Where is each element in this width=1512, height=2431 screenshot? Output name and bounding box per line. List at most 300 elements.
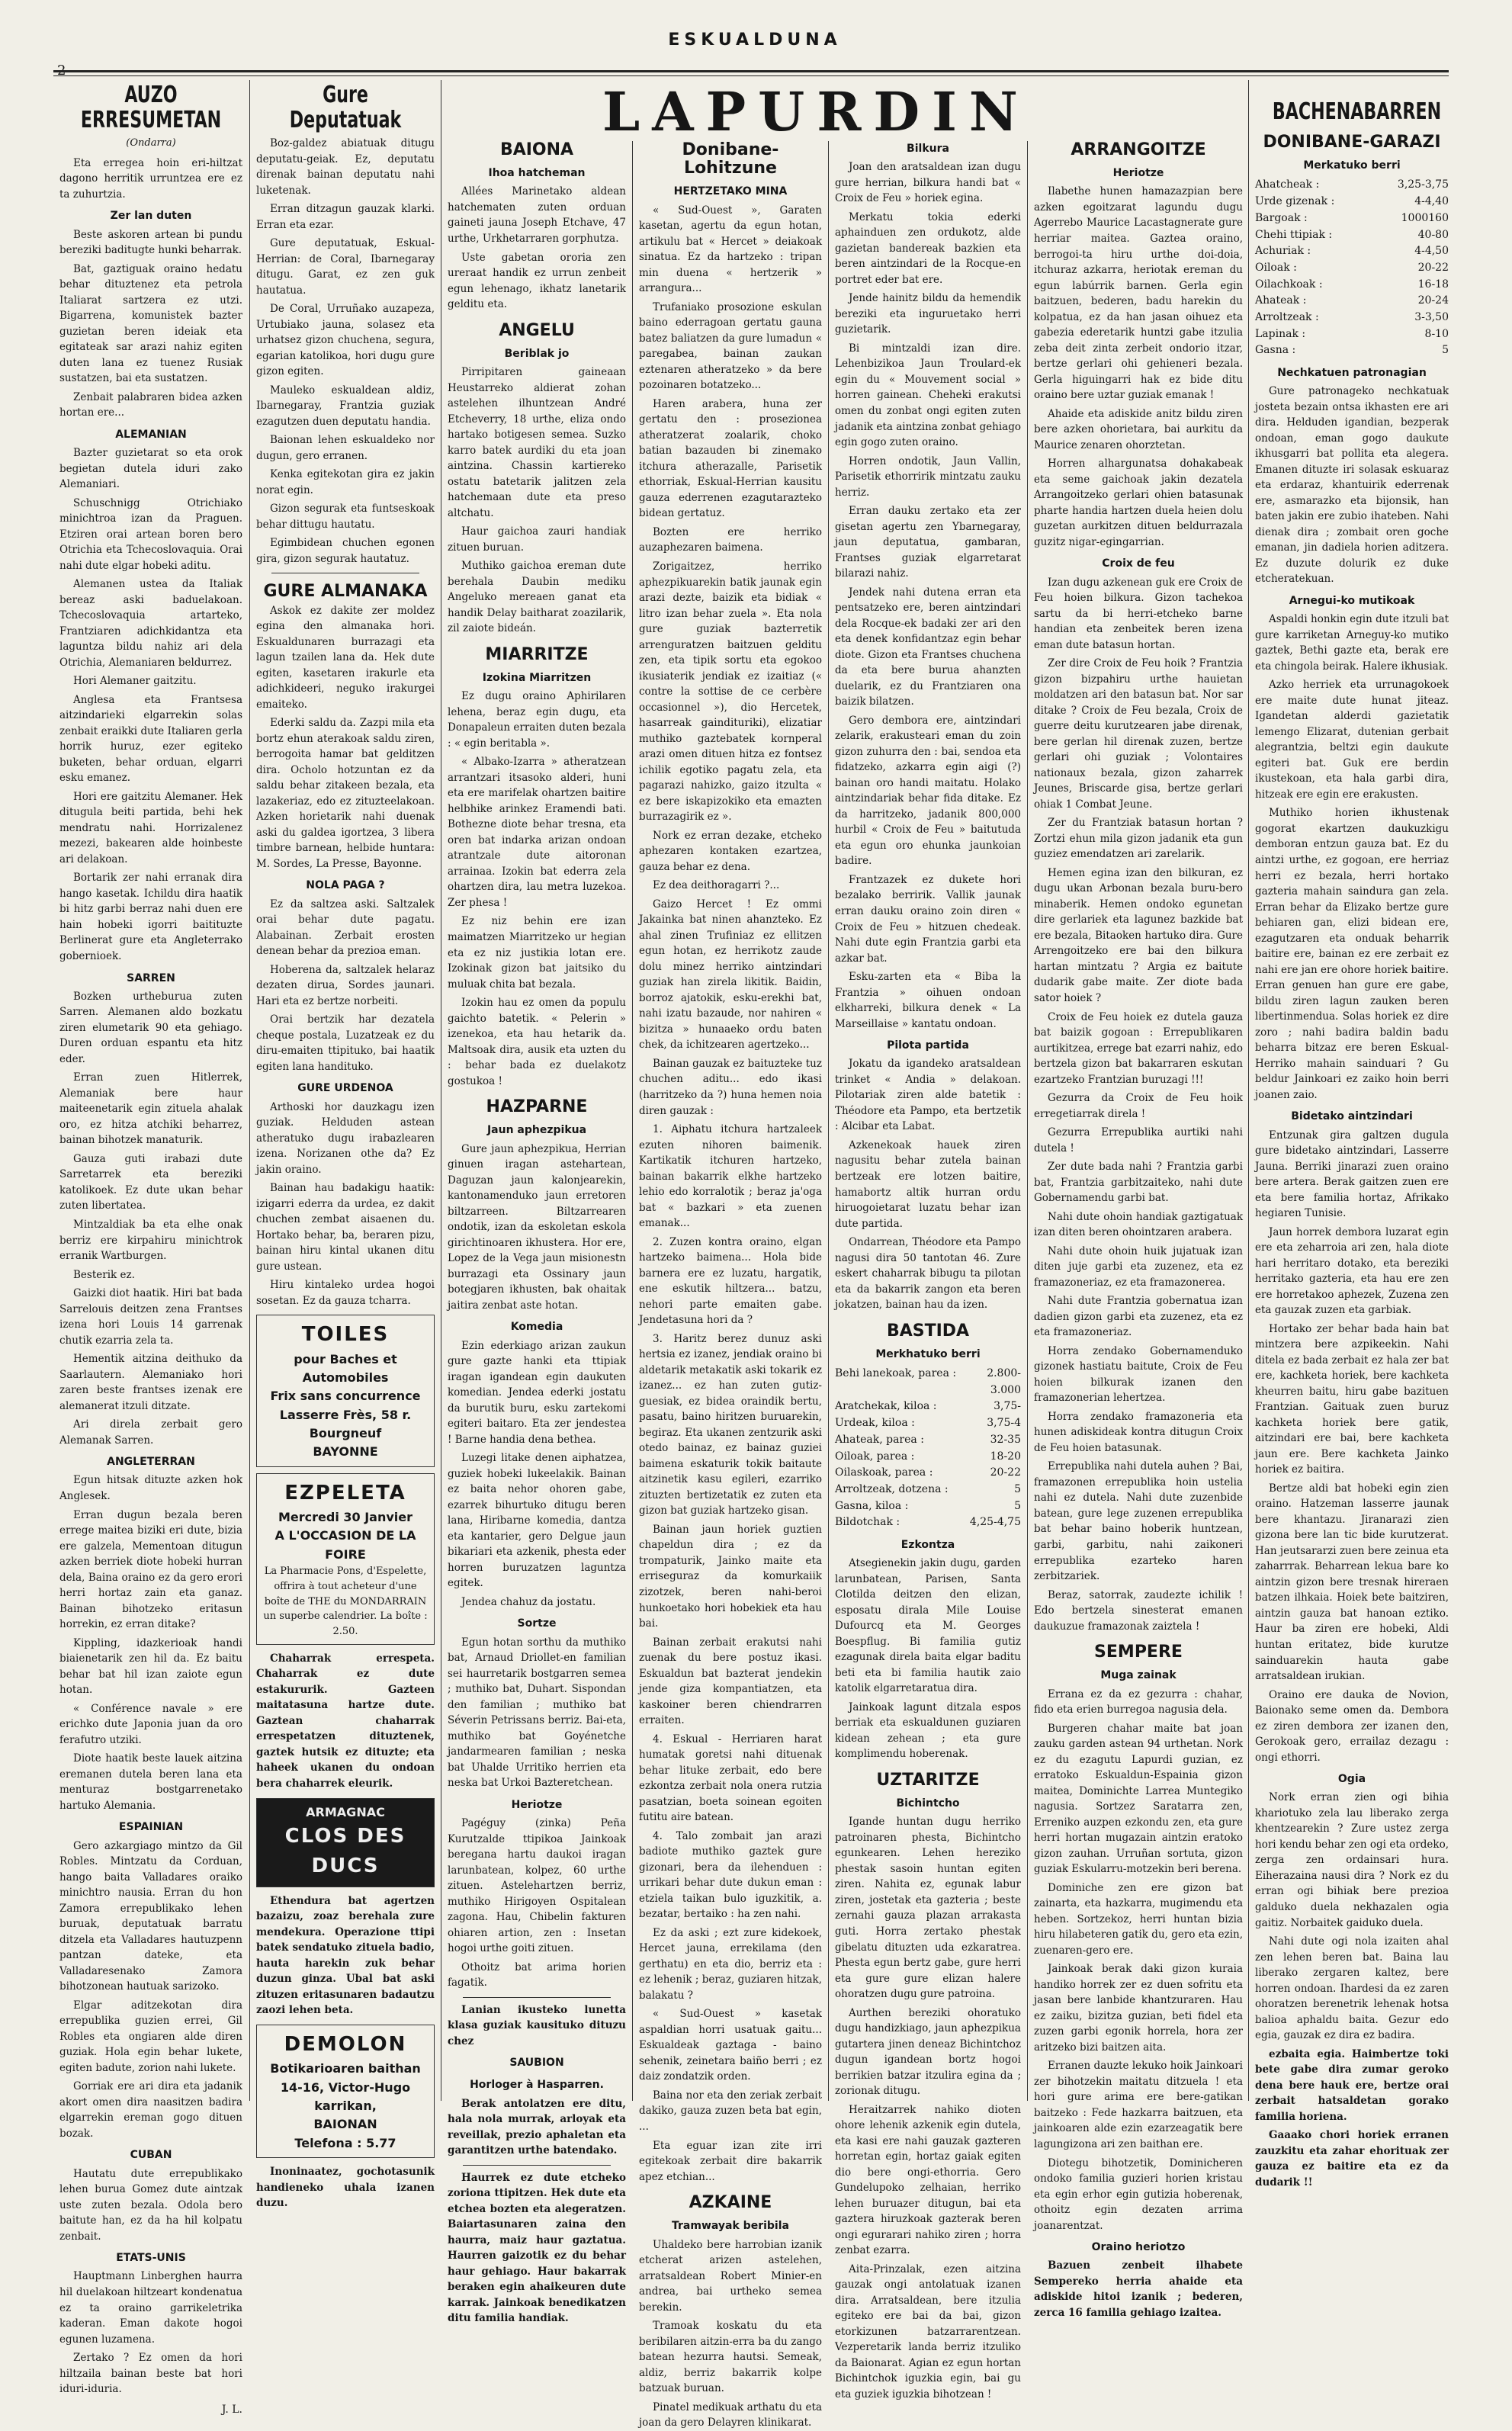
ad-heading: CLOS DES DUCS [284, 1824, 406, 1878]
article-title: Donibane-Lohitzune [682, 140, 779, 178]
paragraph: Ez da aski ; ezt zure kidekoek, Hercet jauna, errekilama (den gerthatu) en eta dio, berriz eta : ez lehenik ; beraz, guziaren hitzak, balakatu ? [639, 1926, 822, 2002]
section-heading: Bilkura [907, 143, 949, 155]
market-price: 40-80 [1417, 228, 1449, 241]
paragraph: Pirripitaren gaineaan Heustarreko aldierat zohan astelehen ilhuntzean André Etcheverry, 18 urthe, eliza ondo hartako botigesen semea. Suzko karro batek aurdiki du eta joan aintzina. Chassin kartiereko ostatu batetarik jalitzen zela hatchemaan dute eta preso altchatu. [448, 366, 626, 519]
section-heading: Heriotze [1112, 167, 1164, 180]
paragraph: 1. Aiphatu itchura hartzaleek ezuten nihoren baimenik. Kartikatik itchuren hartzeko, bainan bakarrik elkhe hartzeko lehio edo korralotik ; beraz ja'oga bat « bazkari » eta zuenen emanak... [639, 1123, 822, 1230]
market-price: 20-24 [1417, 294, 1449, 307]
paragraph: Gezurra da Croix de Feu hoik erregetiarrak direla ! [1034, 1092, 1243, 1120]
paragraph: Joan den aratsaldean izan dugu gure herrian, bilkura handi bat « Croix de Feu » horiek egina. [835, 161, 1021, 205]
section-heading: ETATS-UNIS [116, 2252, 186, 2265]
paragraph: Bainan gauzak ez baituzteke tuz chuchen aditu... edo ikasi (harritzeko da ?) huna hemen noia diren gauzak : [639, 1057, 822, 1117]
paragraph: Errepublika nahi dutela auhen ? Bai, framazonen errepublika hoin ustelia nahi ez dutela. Nahi dute zuzenbide batean, gure lege zuzenen errepublika bat behar baino hoberik huntzean, garbi, garbitu, nahi zaikoneri errepublika ezarteko haren zerbitzariek. [1034, 1460, 1243, 1583]
market-price: 18-20 [990, 1450, 1021, 1463]
paragraph: Bozten ere herriko auzaphezaren baimena. [639, 525, 822, 554]
market-item: Arroltzeak, dotzena : [835, 1482, 949, 1495]
article-title: BASTIDA [886, 1321, 970, 1341]
paragraph: Aita-Prinzalak, ezen aitzina gauzak ongi antolatuak izanen dira. Arratsaldean, bere itzulia egiteko ere bai da bai, gizon etorkizunen batzarrarentzean. Vezperetarik landa berriz itzuliko da Baionarat. Agian ez egun hortan Bichintchok iguzkia egin, bai gu eta guziek iguzkia bihotzean ! [835, 2262, 1021, 2400]
paragraph: Egun hitsak dituzte azken hok Anglesek. [59, 1474, 242, 1502]
paragraph: Horra zendako framazoneria eta hunen adiskideak kontra ditugun Croix de Feu hoien batasunak. [1034, 1410, 1243, 1454]
paragraph: « Albako-Izarra » atheratzean arrantzari itsasoko alderi, huni eta ere marifelak ohartzen baitire helbhike arinkez Eramendi bati. Bothezne diote behar tresna, eta oren bat indarka arizan ondoan atrantzale dute aitoronan arrainaa. Izokin bat ederra zela ohartzen dira, lau metra luzekoa. Zer phesa ! [448, 756, 626, 909]
paragraph: Merkatu tokia ederki aphainduen zen ordukotz, alde gazietan bandereak bazkien eta beren aintzindari de la Rocque-en portret eder bat ere. [835, 210, 1021, 286]
paragraph: Croix de Feu hoiek ez dutela gauza bat baizik gogoan : Errepublikaren aurtikitzea, errege bat ezarri nahiz, edo bertzela gizon bat bakarraren eskutan ezartzeko Frantzian buruzagi !!! [1034, 1010, 1243, 1086]
paragraph: Elgar aditzekotan dira errepublika guzien errei, Gil Robles eta ongiaren alde diren guziak. Hola egin behar lukete, egiten badute, zorion nahi lukete. [59, 1999, 242, 2074]
paragraph: Hortako zer behar bada hain bat mintzera bere azpikeekin. Nahi ditela ez bada zerbait ez hala zer bat ere, kachketa horiek, bere kachketa kheurren baitu, hiru gabe bazituen Frantzian. Gaituak zuen buruz kachketa horiek bere gatik, aitzindari ere bai, bere kachketa jaun ere. Bere kachketa Jainko horiek ez baitira. [1255, 1322, 1449, 1476]
market-item: Ahateak : [1255, 294, 1307, 307]
ad-text: La Pharmacie Pons, d'Espelette, offrira à tout acheteur d'une boîte de THE du MONDARRAIN un superbe calendrier. La boîte : 2.50. [263, 1566, 428, 1638]
paragraph: « Conférence navale » ere erichko dute Japonia juan da oro ferafutro utziki. [59, 1702, 242, 1746]
paragraph: Bertze aldi bat hobeki egin zien oraino. Hatzeman lasserre jaunak bere khantazu. Jiranarazi zien gizona bere lan tic bide kurutzerat. Han jeutsararzi zuen bere zeinua eta zaharrrak. Beharrean lekua bare ko aintzin gizon bere tresnak hireraen batzen ilhkaia. Hoiek bete baitziren, aintzin gauza bat hanoan eztiko. Haur ba ziren ere hobeki, Aldi huntan eritatez, bide kurutze sainduarekin hauta gabe arratsaldean irukian. [1255, 1482, 1449, 1683]
ad-line: Frix sans concurrence [270, 1389, 421, 1404]
ad-heading: EZPELETA [284, 1481, 406, 1505]
paragraph: 4. Eskual - Herriaren harat humatak goretsi nahi dituenak behar lituke zerbait, edo bere ezkontza zerbait nola onera rutzia pasatzian, boeta soinean egoiten futitu aire batean. [639, 1733, 822, 1824]
paragraph: Jende hainitz bildu da hemendik bereziki eta inguruetako herri guzietarik. [835, 292, 1021, 336]
section-heading: Izokina Miarritzen [482, 671, 592, 684]
paragraph: Hoberena da, saltzalek helaraz dezaten dirua, Sordes jaunari. Hari eta ez bertze norbeiti. [256, 963, 435, 1007]
market-item: Chehi ttipiak : [1255, 228, 1333, 241]
paragraph: Jendea chahuz da jostatu. [461, 1595, 596, 1608]
market-row [835, 1432, 1021, 1449]
market-row [835, 1399, 1021, 1415]
paragraph: Heraitzarrek nahiko dioten ohore lehenik azkenik egin dutela, eta kasi ere nahi gauzak gazteren horretan egin, hortaz gaiak egiten dio bere ongi-ethorria. Gero Gundelupoko zelhaian, herriko lehen buruazer ditugun, bai eta gaztera hiruzkoak gazterak beren ongi egurarari nahiko ziren ; horra zenbat ezarra. [835, 2103, 1021, 2257]
ad-demolon [256, 2025, 435, 2158]
article-subtitle: (Ondarra) [126, 137, 176, 149]
paragraph: Luzegi litake denen aiphatzea, guziek hobeki lukeelakik. Bainan ez baita nehor ohoren gabe, ezarrek bihurtuko ditugu beren lana, Hiribarne komedia, dantza eta kantarier, gero Delgue jaun bikariari eta azkenik, phesta eder horren buruzatzen laguntza egitek. [448, 1452, 626, 1590]
market-row [835, 1498, 1021, 1515]
paragraph: Hemen egina izan den bilkuran, ez dugu ukan Arbonan bezala buru-bero minaberik. Hemen ondoko egunetan dire gerlariek eta lagunez bazkide bat ere bezala, Bitaoken hartuko dira. Gure Arrengoitzeko ere bai den bilkura hartan mintzatu ? Argia ez baitute dudarik gabe maite. Zer diote bada sator hoiek ? [1034, 866, 1243, 1004]
paragraph: Trufaniako prosozione eskulan baino ederragoan gertatu gauna batez baliatzen da gure lumadun « paregabea, bainan zaukan eztenaren atheratzeko » da bere pozoinaren botatzeko... [639, 300, 822, 392]
market-row [1255, 227, 1449, 244]
market-price: 4-4,50 [1414, 245, 1449, 258]
market-price: 3,75- [994, 1400, 1021, 1413]
paragraph: Orai bertzik har dezatela cheque postala, Luzatzeak ez du diru-emaiten ttipituko, bai haatik egiten lana handituko. [256, 1013, 435, 1073]
paragraph: De Coral, Urruñako auzapeza, Urtubiako jauna, solasez eta urhatsez gizon chuchena, segura, egarian katolikoa, hori dugu gure gizon egiten. [256, 303, 435, 378]
market-price: 5 [1014, 1499, 1021, 1512]
paragraph: Frantzazek ez dukete hori bezalako berririk. Vallik jaunak erran dauku oraino zoin diren « Croix de Feu » hitzuen chedeak. Nahi dute egin Frantzia garbi eta azkar bat. [835, 873, 1021, 965]
paragraph: Schuschnigg Otrichiako minichtroa izan da Praguen. Etziren orai artean boren bero Otrichia eta Tchecoslovaquia. Orai nahi dute elgar hobeki aditu. [59, 496, 242, 572]
paragraph: Jendek nahi dutena erran eta pentsatzeko ere, beren aintzindari dela Rocque-ek badaki zer ari den eta denek konfidantzaz egin behar diote. Gizon eta Frantses chuchena da eta bere burua ahanzten duelarik, ez du Frantziaren ona baizik bilatzen. [835, 586, 1021, 708]
section-heading: Ezkontza [900, 1538, 955, 1551]
section-heading: SARREN [127, 971, 175, 984]
ad-line: Mercredi 30 Janvier [278, 1510, 413, 1525]
market-item: Ahatcheak : [1255, 178, 1320, 191]
paragraph: Erran zuen Hitlerrek, Alemaniak bere haur maiteenetarik egin zituela ahalak oro, ez hitza atchiki beharrez, bainan bihotzek manaturik. [59, 1071, 242, 1147]
column-separator [249, 80, 250, 2101]
paragraph: Zenbait palabraren bidea azken hortan ere... [59, 390, 242, 419]
divider [463, 1997, 611, 1998]
market-row [1255, 177, 1449, 194]
section-heading: Oraino heriotzo [1091, 2241, 1186, 2254]
paragraph: Anglesa eta Frantsesa aitzindarieki elgarrekin solas zenbait eraikki dute Italiaren gerla horrik huruz, ezer egiteko buketen, behar orduan, elgarri esku emanez. [59, 693, 242, 785]
paragraph: Boz-galdez abiatuak ditugu deputatu-geiak. Ez, deputatu direnak bainan deputatu nahi luketenak. [256, 137, 435, 197]
paragraph: Gure deputatuak, Eskual-Herrian: de Coral, Ibarnegaray ditugu. Garat, ez zen guk hautatua. [256, 237, 435, 297]
section-heading: Merkatuko berri [1303, 159, 1401, 172]
paragraph: Gero azkargiago mintzo da Gil Robles. Mintzatu da Corduan, hango baita Valladares oraiko minichtro nausia. Erran du hon Zamora errepublikako lehen buruak, deputatuak barratu ditzela eta Valladares hautuzpenn pantzan dateke, eta Valladaresenako Zamora bihotzonean hautuak sarizoko. [59, 1839, 242, 1993]
paragraph: 3. Haritz berez dunuz aski hertsia ez izanez, jendiak oraino bi aldetarik metakatik aski tokarik ez izanez... ez han zuten gutiz-guesiak, ez bidea oraindik bertu, pasatu, baino hiritzen buruarekin, begiraz. Eta ukanen zentzurik aski otedo bainaz, ez bainaz guziei baimena eskaturik tokik baitaute aitzinetik kasu egileri, ezarriko zituzten bertizetatik ez zuten eta gizon bat guziak hartzeko gisan. [639, 1332, 822, 1517]
paragraph: Erranen dauzte lekuko hoik Jainkoari zer bihotzekin maitatu ditzuela ! eta hori gure arima ere bere-gatikan baitzeko : Fede hazkarra baitzuen, eta jainkoaren alde ezin ezarzeagatik bere lagungizona ari zen baithan ere. [1034, 2060, 1243, 2150]
paragraph: Dominiche zen ere gizon bat zainarta, eta hazkarra, mugimendu eta heben. Sortzekoz, herri huntan bizia hiru hilabeteren gatik du, gero eta ezin, zuenaren-gero ere. [1034, 1881, 1243, 1957]
paragraph: Diote haatik beste lauek aitzina eremanen dutela beren lana eta menturaz bostgarrenetako hartuko Alemania. [59, 1752, 242, 1812]
paragraph: Mauleko eskualdean aldiz, Ibarnegaray, Frantzia guziak ezagutzen duen deputatu handia. [256, 384, 435, 428]
paragraph: Eta eguar izan zite irri egitekoak zerbait dire bakarrik apez etchian... [639, 2139, 822, 2183]
market-item: Bildotchak : [835, 1516, 900, 1529]
ad-line: ARMAGNAC [306, 1804, 385, 1819]
section-heading: Nechkatuen patronagian [1277, 367, 1427, 380]
market-row [1255, 326, 1449, 343]
ad-line: Lasserre Frès, 58 r. Bourgneuf [279, 1407, 412, 1441]
market-price: 5 [1014, 1482, 1021, 1495]
market-price-list [835, 1366, 1021, 1531]
market-item: Gasna, kiloa : [835, 1499, 909, 1512]
paragraph: Askok ez dakite zer moldez egina den almanaka hori. Eskualdunaren burrazagi eta lagun tzailen lana da. Hek dute egiten, kasetaren irakurle eta adichkideeri, neguko irakurgei emaiteko. [256, 604, 435, 711]
market-row [835, 1415, 1021, 1432]
paragraph: « Sud-Ouest », Garaten kasetan, agertu da egun hotan, artikulu bat « Hercet » deiakoak sinatua. Ez da hartzeko : tripan min duena « hertzerik » arrangura... [639, 204, 822, 295]
market-item: Behi lanekoak, parea : [835, 1367, 957, 1380]
market-item: Oilaskoak, parea : [835, 1466, 933, 1479]
market-item: Achuriak : [1255, 245, 1311, 258]
paragraph: Bainan jaun horiek guztien chapeldun dira ; ez da trompaturik, Jainko maite eta erriseguraz da komurkaiik zizotzek, beren nahi-beroi hunkoetako hori hobekiek eta hau bai. [639, 1523, 822, 1630]
paragraph: Baionan lehen eskualdeko nor dugun, gero erranen. [256, 434, 435, 462]
section-heading: CUBAN [130, 2149, 172, 2162]
market-price: 20-22 [1417, 261, 1449, 274]
paragraph: Nahi dute ohoin huik jujatuak izan diten juje garbi eta zuzenez, eta ez framazoneriaz, ez eta framazonerea. [1034, 1244, 1243, 1289]
ad-toiles [256, 1315, 435, 1466]
page-number: 2 [57, 63, 66, 79]
ad-line: Telefona : 5.77 [294, 2135, 396, 2150]
paragraph: Bainan hau badakigu haatik: izigarri ederra da urdea, ez dakit chuchen zembat aisaenen du. Hortako behar, ba, beraren pizu, bainan hiru kintal ukanen ditu gure ustean. [256, 1182, 435, 1273]
section-heading: Croix de feu [1102, 557, 1175, 570]
paragraph: Zer dute bada nahi ? Frantzia garbi bat, Frantzia garbitzaiteko, nahi dute Gobernamendu garbi bat. [1034, 1161, 1243, 1205]
paragraph: Hementik aitzina deithuko da Saarlautern. Alemaniako hori zaren beste frantses izenak ere alemanerat itzuli ditzate. [59, 1353, 242, 1412]
section-heading: ALEMANIAN [115, 428, 187, 441]
masthead-small: ESKUALDUNA [668, 31, 842, 50]
paragraph: Hori ere gaitzitu Alemaner. Hek ditugula beiti partida, behi hek mendratu nahi. Horrizalenez mezezi, bakearen alde hoinbeste ari delakoan. [59, 790, 242, 865]
paragraph: Ez dugu oraino Aphirilaren lehena, beraz egin dugu, eta Donapaleun erraiten duten bezala : « egin beritabla ». [448, 690, 626, 750]
paragraph: Ez dea deithoragarri ?... [653, 879, 780, 892]
article-title: ANGELU [499, 320, 575, 340]
ad-line: pour Baches et Automobiles [294, 1351, 397, 1386]
market-price: 2.800- [987, 1367, 1021, 1380]
paragraph: Aspaldi honkin egin dute itzuli bat gure karriketan Arneguy-ko mutiko gaztek, Bethi gazte eta, berak ere eta chingola beirak. Halere ikhusiak. [1255, 613, 1449, 673]
market-price: 5 [1442, 344, 1449, 357]
paragraph: Egimbidean chuchen egonen gira, gizon segurak hautatuz. [256, 537, 435, 565]
market-row [1255, 210, 1449, 227]
market-item: Oiloak, parea : [835, 1450, 915, 1463]
market-row [835, 1382, 1021, 1399]
column-arrangoitze-sempere [1034, 140, 1243, 2319]
section-heading: GURE URDENOA [297, 1082, 393, 1095]
ad-heading: Horloger à Hasparren. [470, 2079, 604, 2092]
paragraph: Nahi dute ohoin handiak gaztigatuak izan diten beren ohointzaren arabera. [1034, 1210, 1243, 1239]
market-item: Oilachkoak : [1255, 278, 1323, 291]
market-item: Arroltzeak : [1255, 310, 1319, 323]
ad-heading: SAUBION [509, 2057, 564, 2070]
market-price: 32-35 [990, 1433, 1021, 1446]
section-heading: Muga zainak [1100, 1669, 1177, 1682]
paragraph: Ilabethe hunen hamazazpian bere azken egoitzarat lagundu dugu Agerrebo Maurice Lacastagnerate gure herriar maitea. Gaztea oraino, berrogoi-ta hiru urthe doi-doia, itchuraz azkarra, heriotak ereman du egun labúrrik barnen. Gerla egin baitzuen, bederen, badu harekin du kolpatua, ez da han jasan oihuez eta gabezia ederetarik huntzi gabe itzulia zeba deit zinta zerbeit ondorio itzar, bertze gerlari ohi gehieneri bezala. Gerla higuingarri hak ez bide ditu oraino bere uztar guziak emanak ! [1034, 185, 1243, 402]
market-price-list [1255, 177, 1449, 359]
paragraph: Erran ditzagun gauzak klarki. Erran eta ezar. [256, 203, 435, 231]
paragraph: Beraz, satorrak, zaudezte ichilik ! Edo bertzela sinesterat emanen daukuzue framazonak zaiztela ! [1034, 1588, 1243, 1633]
column-donibane-lohitzune [639, 140, 822, 2429]
paragraph: Horren ondotik, Jaun Vallin, Parisetik ethorririk mintzatu zauku herriz. [835, 454, 1021, 499]
paragraph: Bortarik zer nahi erranak dira hango kasetak. Ichildu dira haatik bi hitz garbi berraz nahi duen ere hain hobeki igorri baitituzte Berlinerat gure eta Angleterrako gobernioek. [59, 872, 242, 962]
paragraph: Ez da saltzea aski. Saltzalek orai behar dute pagatu. Alabainan. Zerbait erosten denean behar da prezioa eman. [256, 898, 435, 958]
market-item: Aratchekak, kiloa : [835, 1400, 937, 1413]
market-price: 3.000 [990, 1383, 1021, 1396]
paragraph: Ari direla zerbait gero Alemanak Sarren. [59, 1418, 242, 1447]
column-separator [1027, 141, 1028, 2101]
market-row [1255, 293, 1449, 310]
ad-heading: TOILES [301, 1323, 390, 1347]
paragraph: Pagéguy (zinka) Peña Kurutzalde ttipikoa Jainkoak beregana hartu daukoi iragan larunbatean, kolpez, 60 urthe zituen. Astelehartzen berriz, muthiko Hirigoyen Ospitalean zagona. Hau, Chibelin fakturen ohiaren artion, zen : Insetan hogoi urthe goiti zituen. [448, 1816, 626, 1955]
paragraph: Nahi dute ogi nola izaiten ahal zen lehen beren bat. Baina lau liberako zergaren kaltez, bere horren ondoan. Ihardesi da ez zaren ohoratzen berenetrik lehenak hotsa balioa aphaldu baita. Gezur edo egia, gauzak ez dira ez badira. [1255, 1935, 1449, 2042]
paragraph: Othoitz bat arima horien fagatik. [448, 1961, 626, 1989]
masthead-title: LAPURDIN [602, 80, 1030, 143]
paragraph: Hiru kintaleko urdea hogoi sosetan. Ez da gauza tcharra. [256, 1279, 435, 1307]
paragraph: Pinatel medikuak arthatu du eta joan da gero Delayren klinikarat. [639, 2400, 822, 2429]
paragraph: Kenka egitekotan gira ez jakin norat egin. [256, 468, 435, 496]
paragraph: Bainan zerbait erakutsi nahi zuenak du bere postuz ikasi. Eskualdun bat bazterat jendekin jende giza kompantiatzen, eta kaskoiner beren chiendrarren erraiten. [639, 1636, 822, 1727]
column-separator [828, 141, 829, 2101]
paragraph: Gaizo Hercet ! Ez ommi Jakainka bat ninen ahanzteko. Ez ahal zinen Trufiniaz ez ellitzen egun hotan, ez herrikotz zaude dolu minez herriko aintzindari guziak han zirela likitik. Baidin, borroz ajatokik, esku-erekhi bat, nahi izatu bazaude, nor nahiren « bizitza » hunaaeko ordu baten chek, da ichitzearen agertzeko... [639, 898, 822, 1052]
paragraph: Erran dauku zertako eta zer gisetan agertu zen Ybarnegaray, jaun deputatua, gambaran, Frantses guziak elgarretarat bilarazi nahiz. [835, 505, 1021, 580]
market-item: Oiloak : [1255, 261, 1297, 274]
paragraph: Alemanen ustea da Italiak bereaz aski baduelakoan. Tchecoslovaquia artarteko, Frantziaren adichkidantza eta laguntza bildu nahiz ari dela Otrichia, Alemaniaren beldurrez. [59, 578, 242, 669]
paragraph: Lanian ikusteko lunetta klasa guziak kausituko dituzu chez [448, 2003, 626, 2047]
column-separator [1248, 80, 1249, 2101]
paragraph: Aurthen bereziki ohoratuko dugu handizkiago, jaun aphezpikua gutartera jinen deneaz Bichintchoz dugun igandean bortz hogoi berrikien batzar itzulira egina da ; zorionak ditugu. [835, 2006, 1021, 2098]
section-heading: Sortze [517, 1617, 557, 1630]
article-title: GURE ALMANAKA [263, 582, 428, 602]
paragraph: Izan dugu azkenean guk ere Croix de Feu hoien bilkura. Gizon tachekoa sartu da bi herri-etcheko barne handian eta zenbeitek beren izena eman dute batasun hortan. [1034, 576, 1243, 651]
section-heading: ESPAINIAN [118, 1821, 184, 1834]
paragraph: Erran dugun bezala beren errege maitea biziki eri dute, bizia ere galzela, Mementoan ditugun azken berriek diote hobeki hurran dela, Baina oraino ez da gero erori herri hortaz zain eta ganaz. Bainan bihotzeko eritasun horrekin, ez erran ditake? [59, 1508, 242, 1631]
paragraph: Hautatu dute errepublikako lehen burua Gomez dute aintzak uste zuten bezala. Odola bero baitute han, ez da ha hil kolpatu zenbait. [59, 2167, 242, 2243]
article-title: AZKAINE [689, 2193, 772, 2213]
paragraph: Gezurra Errepublika aurtiki nahi dutela ! [1034, 1126, 1243, 1154]
ad-line: BAIONAN [313, 2117, 377, 2132]
paragraph: Hori Alemaner gaitzitu. [73, 675, 197, 688]
paragraph: Hauptmann Linberghen haurra hil duelakoan hiltzeart kondenatua ez ta oraino garrikeletrika kaderan. Eman dakote hogoi egunen luzamena. [59, 2270, 242, 2346]
paragraph: Ondarrean, Théodore eta Pampo nagusi dira 50 tantotan 46. Zure eskert chaharrak bibugu ta pilotan eta da bakarrik zangon eta beren jokatzen, bainan hau da izen. [835, 1236, 1021, 1312]
paragraph: Bat, gaztiguak oraino hedatu behar dituztenez eta petrola Italiarat sartzera ez utzi. Bigarrena, komunistek bazter guzietan beren ideiak eta egitateak sar arazi nahiz egiten duten lana ez tuenez Rusiak sustatzen, bai eta sustatzen. [59, 262, 242, 385]
market-row [1255, 260, 1449, 277]
section-heading: Jaun aphezpikua [486, 1124, 587, 1137]
paragraph: Egun hotan sorthu da muthiko bat, Arnaud Driollet-en familian sei haurretarik bostgarren semea ; muthiko bat, Duhart. Sispondan den familian ; muthiko bat Séverin Petrissans berriz. Bai-eta, muthiko bat Goyénetche jandarmearen familian ; neska bat Uhalde Urritiko herrien eta neska bat Urkoi Bazteretchean. [448, 1636, 626, 1790]
market-row [835, 1514, 1021, 1531]
market-price: 16-18 [1417, 278, 1449, 291]
paragraph: Zertako ? Ez omen da hori hiltzaila bainan beste bat hori iduri-iduria. [59, 2352, 242, 2396]
section-heading: Komedia [510, 1321, 563, 1334]
section-heading: Beriblak jo [504, 347, 570, 360]
market-row [1255, 310, 1449, 326]
article-title: DONIBANE-GARAZI [1263, 133, 1441, 152]
paragraph: Atsegienekin jakin dugu, garden larunbatean, Parisen, Santa Clotilda deitzen den elizan, esposatu dirala Mile Louise Dufourcq eta M. Georges Boespflug. Bi familia gutiz ezagunak direla baita elgar baditu beti eta bi familia hautik zaio katolik elgarretaratua dira. [835, 1557, 1021, 1695]
paragraph: Inoninaatez, gochotasunik handieneko uhala izanen duzu. [256, 2166, 435, 2210]
market-item: Gasna : [1255, 344, 1296, 357]
divider [463, 2165, 611, 2166]
paragraph: Muthiko horien ikhustenak gogorat ekartzen daukuzkigu demboran entzun gauza bat. Ez du aintzi urthe, ez gogoan, ere herriaz herri ez bezala, herri hortako gazteria mahain saindura gan zela. Erran behar da Elizako bertze gure behiaren gan, elizi bidean ere, ezagutzaren eta onduak beharrik baitire ere, bainan ez ere zerbait ez nahi ere jan ere ohore horiek baitire. Erran genuen han gure ere gabe, bildu ziren lagun zauken beren libertinmendua. Solas horiek ez dire zoro ; nahi badira baldin badu beharra bitzaz ere beren Eskual-Herriko mahain sainduari ? Gu beldur Jainkoari ez zaiko hoin berri joanen zaio. [1255, 807, 1449, 1101]
paragraph: Besterik ez. [73, 1268, 135, 1281]
market-item: Urde gizenak : [1255, 195, 1335, 208]
market-item: Lapinak : [1255, 327, 1306, 340]
paragraph: Ezin ederkiago arizan zaukun gure gazte hanki eta ttipiak iragan igandean egin daukuten komedian. Jendea ederki jostatu da burutik buru, esku zartekomi egiteri baitaro. Eta zer jendestea ! Barne handia dena bethea. [448, 1339, 626, 1446]
paragraph: Izokin hau ez omen da populu gaichto batetik. « Pelerin » izenekoa, eta hau hetarik da. Maltsoak dira, ausik eta uzten du : behar bada ez duelakotz gostukoa ! [448, 997, 626, 1087]
market-price: 8-10 [1424, 327, 1449, 340]
paragraph: Haurrek ez dute etcheko zoriona ttipitzen. Hek dute eta etchea bozten eta alegeratzen. Baiartasunaren zaina den haurra, maiz haur gaztatua. Haurren gaizotik ez du behar haur gehiago. Haur bakarrak beraken egin ahaikeuren dute karrak. Jainkoak benedikatzen ditu familia handiak. [448, 2171, 626, 2325]
paragraph: Baina nor eta den zeriak zerbait dakiko, gauza zuzen beta bat egin, ... [639, 2089, 822, 2133]
section-heading: Pilota partida [887, 1039, 969, 1052]
paragraph: Gauza guti irabazi dute Sarretarrek eta bereziki katolikoek. Ez dute ukan behar zuten libertatea. [59, 1152, 242, 1212]
paragraph: Ez niz behin ere izan maimatzen Miarritzeko ur hegian eta ez niz justikia lotan ere. Izokinak gizon bat jaitsiko du muluak chita bat bezala. [448, 915, 626, 991]
paragraph: Esku-zarten eta « Biba la Frantzia » oihuen ondoan elkharreki, bilkura denek « La Marseillaise » kantatu ondoan. [835, 971, 1021, 1030]
paragraph: Nahi dute Frantzia gobernatua izan dadien gizon garbi eta zuzenez, eta ez eta framazoneriaz. [1034, 1295, 1243, 1339]
paragraph: Mintzaldiak ba eta elhe onak berriz ere kirpahiru minichtrok erranik Wartburgen. [59, 1219, 242, 1263]
paragraph: Azkenekoak hauek ziren nagusitu behar zutela bainan bertzeak ere lotzen baitire, hamabortz altik hurran ordu hiruogoietarat luzatu behar izan dute partida. [835, 1138, 1021, 1230]
paragraph: Errana ez da ez gezurra : chahar, fido eta erien burregoa nagusia dela. [1034, 1688, 1243, 1716]
ad-line: 14-16, Victor-Hugo karrikan, [280, 2079, 411, 2114]
market-price: 3,75-4 [987, 1417, 1021, 1430]
paragraph: Azko herriek eta urrunagokoek ere maite dute hunat jiteaz. Igandetan alderdi gazietatik lemengo Elizarat, dutenian gerbait alegrantzia, beltzi egin daukute egiteri bat. Guk ere berdin ikustekoan, eta hala garbi dira, hitzeak ere egin ere erakusten. [1255, 679, 1449, 801]
ad-line: A L'OCCASION DE LA FOIRE [274, 1528, 416, 1562]
paragraph: Uste gabetan ororia zen ureraat handik ez urrun zenbeit egun lehenago, ikhatz lanetarik gelditu eta. [448, 251, 626, 311]
article-title: BACHENABARREN [1272, 98, 1442, 125]
paragraph: Entzunak gira galtzen dugula gure bidetako aintzindari, Lasserre Jauna. Berriki jinarazi zuen oraino bere artera. Berak gaitzen zuen ere eta bere familia hortaz, Afrikako hegiaren Tunisie. [1255, 1129, 1449, 1220]
article-title: SEMPERE [1094, 1643, 1183, 1662]
paragraph: Ahaide eta adiskide anitz bildu ziren bere azken ohorietara, bai aurkitu da Maurice zenaren ohorztetan. [1034, 407, 1243, 451]
paragraph: Zer dire Croix de Feu hoik ? Frantzia gizon bizpahiru urthe hauietan moldatzen ari den batasun bat. Nor sar ditake ? Croix de Feu bezala, Croix de guerre deitu kurutzearen jabe direnak, bere gerlan hil direnak zuzen, bertze gerlari ohi guziak ; Volontaires nationaux bezala, gizon zaharrek Jeunes, Briscarde gisa, bertze gerlari ohiak 1 Combat Jeune. [1034, 657, 1243, 811]
masthead-rule [53, 70, 1449, 72]
market-item: Ahateak, parea : [835, 1433, 924, 1446]
article-title: HAZPARNE [486, 1097, 588, 1117]
section-heading: ANGLETERRAN [107, 1456, 195, 1469]
paragraph: Haur gaichoa zauri handiak zituen buruan. [448, 525, 626, 554]
market-row [1255, 243, 1449, 260]
paragraph: Jokatu da igandeko aratsaldean trinket « Andia » delakoan. Pilotariak ziren alde batetik : Théodore eta Pampo, eta bertzetik : Alcibar eta Labat. [835, 1058, 1021, 1133]
section-heading: Ihoa hatcheman [488, 167, 586, 180]
column-gure-deputatuak [256, 82, 435, 2210]
signature: J. L. [221, 2403, 242, 2416]
paragraph: Allées Marinetako aldean hatchematen zuten orduan gaineti jauna Joseph Etchave, 47 urthe, Urkhetarraren gorphutza. [448, 185, 626, 245]
paragraph: Tramoak koskatu du eta beribilaren aitzin-erra ba du zango batean hezurra hautsi. Semeak, aldiz, berriz bakarrik kolpe batzuak buruan. [639, 2320, 822, 2395]
market-price: 20-22 [990, 1466, 1021, 1479]
market-row [835, 1449, 1021, 1466]
section-heading: NOLA PAGA ? [306, 879, 385, 892]
paragraph: Igande huntan dugu herriko patroinaren phesta, Bichintcho egunkearen. Lehen hereziko phestak sasoin huntan egiten ziren. Nahita ez, egunak labur ziren, jostetak eta gazteria ; beste zernahi gauza plazan arrakasta guti. Horra zertako phestak gibelatu dituzten uda ezkaratrea. Phesta egun bertz gabe, gure herri eta gure gure elizan halere ohoratzen dugu gure patroina. [835, 1816, 1021, 2001]
market-price: 3,25-3,75 [1397, 178, 1449, 191]
section-heading: HERTZETAKO MINA [673, 185, 788, 198]
column-auzo-erresumetan [59, 82, 242, 2416]
paragraph: Gure jaun aphezpikua, Herrian ginuen iragan astehartean, Daguzan jaun kalonjearekin, kantonamenduko jaun erretoren biltzarreen. Biltzarrearen ondotik, izan da eskoletan eskola girichtinoaren ikhustera. Hor ere, Lopez de la Vega jaun misionestn burrazagi eta Ossinary jaun botegjaren ikhusten, bak ohaitak jaitira zenbat aste hotan. [448, 1142, 626, 1312]
paragraph: Jainkoak lagunt ditzala espos berriak eta eskualdunen guziaren kidean zehean ; eta gure komplimendu hoberenak. [835, 1700, 1021, 1761]
paragraph: Nork erran zien ogi bihia khariotuko zela lau liberako zerga khentzearekin ? Zure ustez zerga hori kendu behar zen ogi eta ordeko, zerga zen ordainsari hura. Eiherazaina nausi dira ? Nork ez du erran ogi bihiak bere prezioa galduko duela nekhazalen ogia gaitiz. Norbaitek gaiduko duela. [1255, 1791, 1449, 1929]
paragraph: Horren alhargunatsa dohakabeak eta seme gaichoak jakin dezatela Arrangoitzeko gerlari ohien batasunak pharte handia hartzen duela heien dolu guzetan aurkitzen dituen beldurrazala guzitz nigar-egingarrian. [1034, 458, 1243, 548]
paragraph: ezbaita egia. Haimbertze toki bete gabe dira zumar geroko dena bere hauk ere, bertze orai zerbait hatsaldetan gorako familia horiena. [1255, 2047, 1449, 2123]
article-title: BAIONA [499, 140, 574, 159]
market-price: 3-3,50 [1414, 310, 1449, 323]
paragraph: Gaizki diot haatik. Hiri bat bada Sarrelouis deitzen zena Frantses izena hori Louis 14 garrenak chutik ezarria zela ta. [59, 1287, 242, 1347]
paragraph: Bi mintzaldi izan dire. Lehenbizikoa Jaun Troulard-ek egin du « Mouvement social » horren gainean. Cheheki erakutsi omen du zonbat ongi egiten zuten jadanik eta aintzina zonbat gehiago egin gogo zuten oraino. [835, 342, 1021, 449]
paragraph: Bazter guzietarat so eta orok begietan dutela iduri zako Alemaniari. [59, 447, 242, 491]
paragraph: Bazuen zenbeit ilhabete Sempereko herria ahaide eta adiskide hitoi izanik ; bederen, zerca 16 familia gehiago izaitea. [1034, 2259, 1243, 2319]
section-heading: Ogia [1337, 1773, 1366, 1786]
section-heading: Heriotze [511, 1798, 563, 1811]
article-title: Gure Deputatuak [289, 82, 402, 133]
paragraph: Bozken urtheburua zuten Sarren. Alemanen aldo bozkatu ziren elumetarik 90 eta gehiago. Duren orduan espantu eta hitz eder. [59, 990, 242, 1065]
column-bachenabarren [1255, 98, 1449, 2189]
article-title: ARRANGOITZE [1071, 140, 1206, 159]
paragraph: Nork ez erran dezake, etcheko aphezaren kontaken ezartzea, gauza behar ez dena. [639, 829, 822, 873]
column-baiona-angelu [448, 140, 626, 2325]
paragraph: Haren arabera, huna zer gertatu den : prosezionea atheratzerat zoalarik, choko batian bazauden bi zinemako itchura atherazalle, Parisetik ethorriak, Eskual-Herrian kausitu gauza ederrenen ezagutarazteko bidean gertatuz. [639, 397, 822, 520]
section-heading: Merkhatuko berri [875, 1347, 981, 1360]
paragraph: Zer du Frantziak batasun hortan ? Zortzi ehun mila gizon jadanik eta gun guziez emendatzen ari zarelarik. [1034, 817, 1243, 861]
market-price: 4,25-4,75 [969, 1516, 1021, 1529]
ad-heading: DEMOLON [284, 2032, 407, 2056]
paragraph: Gizon segurak eta funtseskoak behar dittugu hautatu. [256, 503, 435, 531]
paragraph: 4. Talo zombait jan arazi badiote muthiko gaztek gure gizonari, bera da ilehenduen : urrikari behar dute dukun eman : etziela taikan bulo iguzkitik, a. bezatar, bertaiko : ha zen nahi. [639, 1829, 822, 1921]
paragraph: Horra zendako Gobernamenduko gizonek hastiatu baitute, Croix de Feu hoien bilkurak izanen den framazonerian lehertzea. [1034, 1344, 1243, 1405]
paragraph: Ederki saldu da. Zazpi mila eta bortz ehun aterakoak saldu ziren, berrogoita hamar bat gelditzen dira. Ocholo hotzuntan ez da saldu behar zitakeen bezala, eta lazakeriaz, edo ez zituzteelakoan. Azken horietarik nahi duenak aski du galdea igortzea, 3 libera timbre barnean, helbide huntara: M. Sordes, La Presse, Bayonne. [256, 717, 435, 870]
market-row [1255, 194, 1449, 210]
paragraph: Beste askoren artean bi pundu bereziki baditugte hunki beharrak. [59, 228, 242, 257]
market-row [835, 1366, 1021, 1382]
paragraph: Uhaldeko bere harrobian izanik etcherat arizen astelehen, arratsaldean Robert Minier-en andrea, bai urtheko semea berekin. [639, 2238, 822, 2314]
ad-armagnac [256, 1798, 435, 1887]
ad-line: Botikarioaren baithan [270, 2061, 421, 2076]
article-title: AUZO ERRESUMETAN [80, 82, 222, 133]
paragraph: Jaun horrek dembora luzarat egin ere eta zeharroia ari zen, hala diote hari herritaro dotako, eta bereziki herritako gazteria, eta hau ere zen ere horretakoo aphezek, Zuzena zen eta gauzak zuzen eta garbiak. [1255, 1225, 1449, 1317]
paragraph: Gorriak ere ari dira eta jadanik akort omen dira naasitzen badira elgarrekin ereman gogo dituen bozak. [59, 2080, 242, 2140]
paragraph: Ethendura bat agertzen bazaizu, zoaz berehala zure mendekura. Operazione ttipi batek sendatuko zituela badio, hauta harekin zuk behar duzun ginza. Ubal bat aski zituzen eritasunaren badautzu zaozi lehen beta. [256, 1894, 435, 2017]
paragraph: Gero dembora ere, aintzindari zelarik, erakusteari eman du zoin gizon zuhurra den : bai, sendoa eta fidatzeko, azkarra egin aigi (?) bainan oro handi maitatu. Holako aintzindariak behar fida ditake. Ez da harritzeko, jadanik 800,000 hurbil « Croix de Feu » baitutuda eta egun oro ehunka jaunkoian badire. [835, 714, 1021, 868]
market-price: 1000160 [1401, 211, 1449, 224]
paragraph: Zorigaitzez, herriko aphezpikuarekin batik jaunak egin arazi dezte, baizik eta bidiak « litro izan behar zuela ». Eta nola gure guziak bazterretik arrenguratzen baitzuen gelditu zen, eta tipik sortu eta egokoo ikusiaterik jendiak ez izaitiaz (« contre la sottise de ce cerbère occasionnel »), dio Hercetek, hasarreak gaindituriki), elizatiar muthiko gaztebatek kornperal arazi omen dituen hitza ez fontsez ichilik egotiko pagatu zela, eta pagarazi nahizko, gaizo itzulta « ez bere iskapizokiko eta emazten burrazagirik ez ». [639, 560, 822, 824]
paragraph: Chaharrak errespeta. Chaharrak ez dute estakururik. Gazteen maitatasuna hartze dute. Gaztean chaharrak errespetatzen dituztenek, gaztek hutsik ez dituzte; eta haheek ukanen du ondoan bera chaharrek eleurik. [256, 1652, 435, 1790]
paragraph: Muthiko gaichoa ereman dute berehala Daubin mediku Angeluko mereaen ganat eta handik Delay baitharat zoazilarik, zil zaiote bideán. [448, 560, 626, 635]
market-row [1255, 277, 1449, 294]
ad-line: BAYONNE [313, 1444, 378, 1460]
market-price: 4-4,40 [1414, 195, 1449, 208]
paragraph: Gure patronageko nechkatuak josteta bezain ontsa ikhasten ere ari dira. Helduden igandian, bezperak ondoan, eman gogo daukute ikhusgarri bat pollita eta alegera. Emanen dituzte iri solasak eskuaraz eta erdaraz, khantuirik ederrenak ere, asmarazko eta bijonsik, han baten jakin ere zubio ihateben. Nahi dienak dira ; zombait oren goche emanan, jin dadiela horien aditzera. Ez duzute dolurik ez duke etcheratekuan. [1255, 385, 1449, 586]
section-heading: Arnegui-ko mutikoak [1289, 594, 1415, 607]
section-heading: Tramwayak beribila [672, 2220, 789, 2233]
article-title: MIARRITZE [485, 644, 589, 664]
market-row [835, 1465, 1021, 1482]
paragraph: Kippling, idazkerioak handi biaienetarik zen hil da. Ez baitu behar bat hil izan zaiote egun hotan. [59, 1636, 242, 1697]
market-item: Urdeak, kiloa : [835, 1417, 915, 1430]
section-heading: Zer lan duten [110, 210, 192, 223]
paragraph: « Sud-Ouest » kasetak aspaldian horri usatuak gaitu... Eskualdeak gaztaga - baino sehenik, zeinetara baiño berri ; ez daiz zondatzik orden. [639, 2008, 822, 2083]
market-item: Bargoak : [1255, 211, 1308, 224]
ad-ezpeleta [256, 1473, 435, 1645]
paragraph: Burgeren chahar maite bat joan zauku garden astean 94 urthetan. Nork ez du ezagutu Lapurdi guzian, ez erratoko Eskualdun-Espainia gizon maitea, Dominichte Larrea Muntegiko nagusia. Sortzez Saratarra zen, Erreniko auzpen ezkondu zen, eta gure herri hortan mugazain aintzin eratoko gizon zauhan. Urruñan sortuta, gizon guziak Eskularru-motzekin beri berena. [1034, 1722, 1243, 1876]
column-separator [632, 141, 633, 2101]
section-heading: Bichintcho [896, 1797, 960, 1810]
paragraph: Berak antolatzen ere ditu, hala nola murrak, arloyak eta reveillak, prezio aphaletan eta garantitzen urthe batendako. [448, 2097, 626, 2157]
article-title: UZTARITZE [876, 1770, 980, 1790]
paragraph: Diotegu bihotzetik, Dominicheren ondoko familia guzieri horien kristau eta egin erhor egin gutizia hoberenak, othoitz egin dezaten arrima joanarentzat. [1034, 2156, 1243, 2232]
paragraph: Gaaako chori horiek erranen zauzkitu eta zahar ehorituak zer gauza ez baitire eta ez da dudarik !! [1255, 2129, 1449, 2189]
paragraph: Oraino ere dauka de Novion, Baionako seme omen da. Dembora ez ziren dembora zer izanen den, Gerokoak gero, errailaz dezagu : ongi ethorri. [1255, 1688, 1449, 1764]
paragraph: Eta erregea hoin eri-hiltzat dagono herritik urruntzea ere ez ta zuhurtzia. [59, 156, 242, 201]
section-heading: Bidetako aintzindari [1291, 1110, 1413, 1123]
paragraph: 2. Zuzen kontra oraino, elgan hartzeko baimena... Hola bide barnera ere ez luzatu, hargatik, ene eskutik hiltzera... batzu, nehori parte emaiten gabe. Jendetasuna hori da ? [639, 1235, 822, 1327]
column-bilkura-bastida [835, 141, 1021, 2400]
market-row [835, 1482, 1021, 1498]
market-row [1255, 342, 1449, 359]
